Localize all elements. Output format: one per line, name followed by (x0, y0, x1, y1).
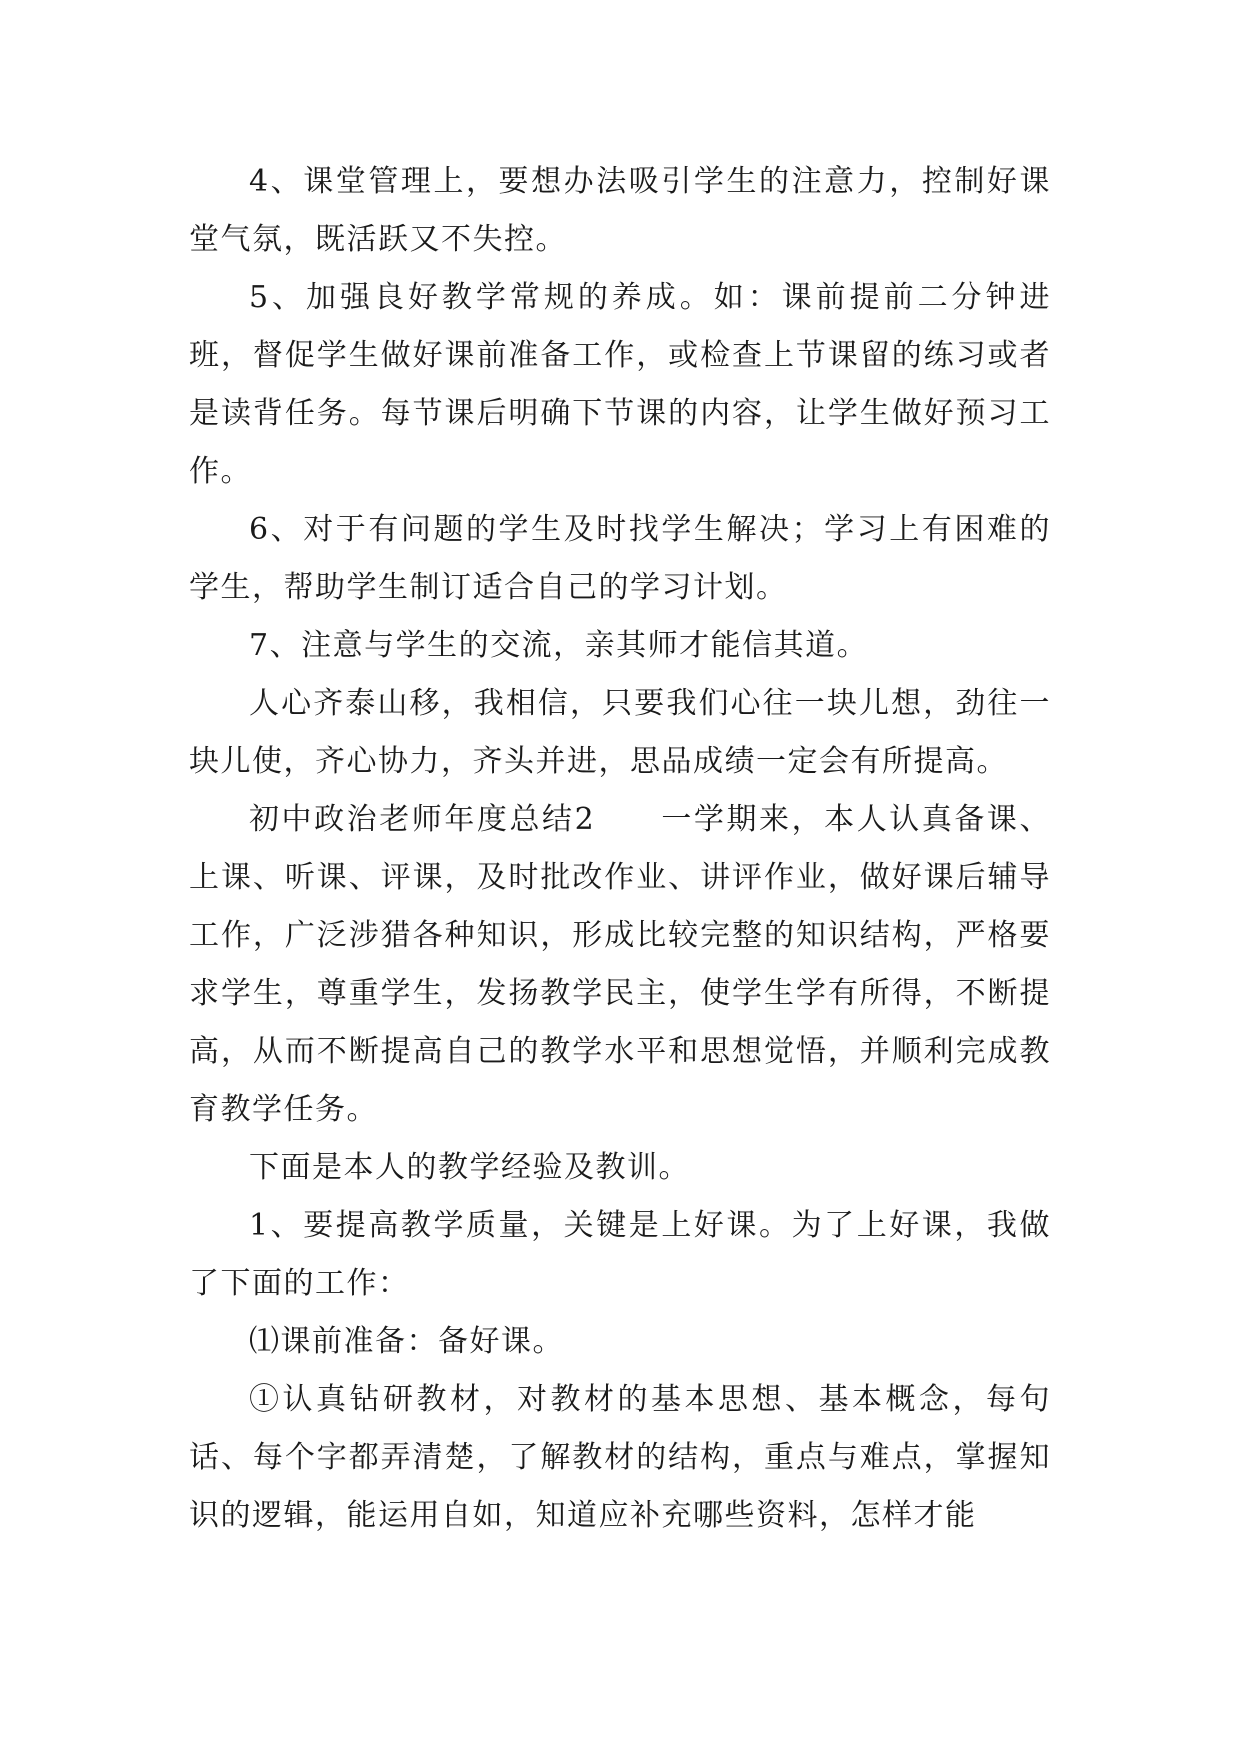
paragraph: 下面是本人的教学经验及教训。 (249, 1150, 690, 1185)
paragraph: 人心齐泰山移，我相信，只要我们心往一块儿想，劲往一块儿使，齐心协力，齐头并进，思品成绩一定会有所提高。 (189, 686, 1051, 779)
paragraph: 1、要提高教学质量，关键是上好课。为了上好课，我做了下面的工作： (189, 1208, 1051, 1301)
paragraph: 7、注意与学生的交流，亲其师才能信其道。 (249, 628, 869, 663)
paragraph: 初中政治老师年度总结2 一学期来，本人认真备课、上课、听课、评课，及时批改作业、讲评作业，做好课后辅导工作，广泛涉猎各种知识，形成比较完整的知识结构，严格要求学生，尊重学生，发扬教学民主，使学生学有所得，不断提高，从而不断提高自己的教学水平和思想觉悟，并顺利完成教育教学任务。 (189, 802, 1051, 1127)
paragraph: 5、加强良好教学常规的养成。如：课前提前二分钟进班，督促学生做好课前准备工作，或检查上节课留的练习或者是读背任务。每节课后明确下节课的内容，让学生做好预习工作。 (189, 280, 1051, 489)
document-page (189, 153, 1051, 1545)
paragraph: ⑴课前准备：备好课。 (249, 1324, 564, 1359)
paragraph: 6、对于有问题的学生及时找学生解决；学习上有困难的学生，帮助学生制订适合自己的学习计划。 (189, 512, 1051, 605)
paragraph: 4、课堂管理上，要想办法吸引学生的注意力，控制好课堂气氛，既活跃又不失控。 (189, 164, 1051, 257)
paragraph: ①认真钻研教材，对教材的基本思想、基本概念，每句话、每个字都弄清楚，了解教材的结构，重点与难点，掌握知识的逻辑，能运用自如，知道应补充哪些资料，怎样才能 (189, 1382, 1051, 1533)
